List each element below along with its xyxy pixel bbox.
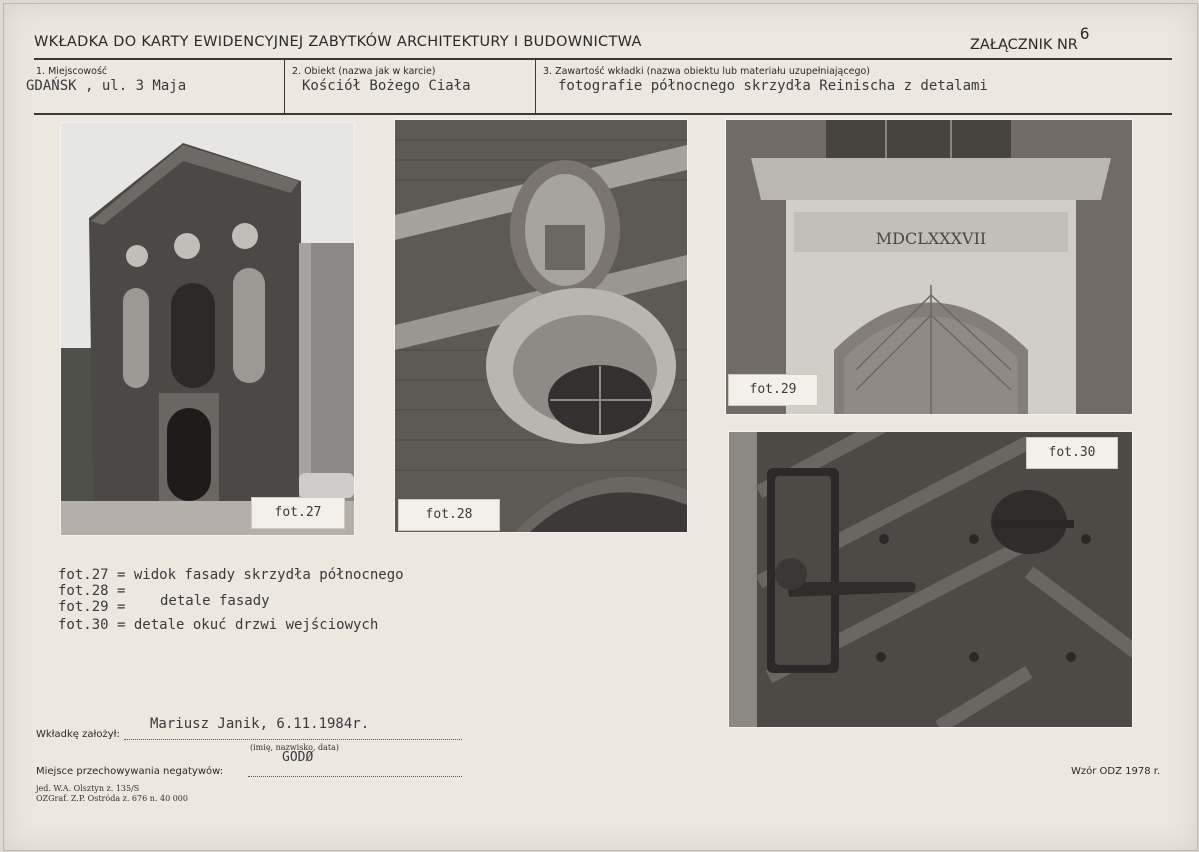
form-title: WKŁADKA DO KARTY EWIDENCYJNEJ ZABYTKÓW ARCHITEKTURY I BUDOWNICTWA [34,34,642,50]
annex-heading [970,24,1090,53]
template-note: Wzór ODZ 1978 r. [1071,766,1161,777]
field-divider-1 [284,60,285,113]
photo-portal [725,119,1133,415]
founder-label: Wkładkę założył: [36,729,120,740]
printer-line-1: jed. W.A. Olsztyn z. 135/S [36,784,140,793]
photo-label-30: fot.30 [1026,437,1118,469]
photo-oval-window [394,119,688,533]
caption-line-2: fot.28 = [58,583,126,599]
photo-door-fittings [728,431,1133,728]
storage-dotline [248,776,462,777]
header-rule-bottom [34,113,1172,115]
printer-line-2: OZGraf. Z.P. Ostróda z. 676 n. 40 000 [36,794,188,803]
founder-value: Mariusz Janik, 6.11.1984r. [150,716,370,732]
photo-label-29: fot.29 [728,374,818,406]
header-rule-top [34,58,1172,60]
founder-dotline [124,739,462,740]
annex-number: 6 [1079,24,1090,43]
annex-label: ZAŁĄCZNIK NR [970,37,1078,53]
contents-value: fotografie północnego skrzydła Reinischa z detalami [558,78,988,94]
field-divider-2 [535,60,536,113]
photo-label-27: fot.27 [251,497,345,529]
portal-inscription: MDCLXXXVII [875,229,987,248]
locality-label: 1. Miejscowość [36,66,108,77]
caption-line-4: fot.30 = detale okuć drzwi wejściowych [58,617,379,633]
caption-detail-text: detale fasady [160,593,270,609]
photo-label-28: fot.28 [398,499,500,531]
locality-value: GDAŃSK , ul. 3 Maja [26,78,187,94]
caption-line-1: fot.27 = widok fasady skrzydła północnego [58,567,404,583]
founder-hint: (imię, nazwisko, data) [250,743,340,752]
object-value: Kościół Bożego Ciała [302,78,471,94]
object-label: 2. Obiekt (nazwa jak w karcie) [292,66,436,77]
photo-facade [60,122,355,536]
storage-label: Miejsce przechowywania negatywów: [36,766,224,777]
storage-value: GODØ [282,750,314,765]
caption-line-3: fot.29 = [58,599,126,615]
contents-label: 3. Zawartość wkładki (nazwa obiektu lub materiału uzupełniającego) [543,66,870,77]
